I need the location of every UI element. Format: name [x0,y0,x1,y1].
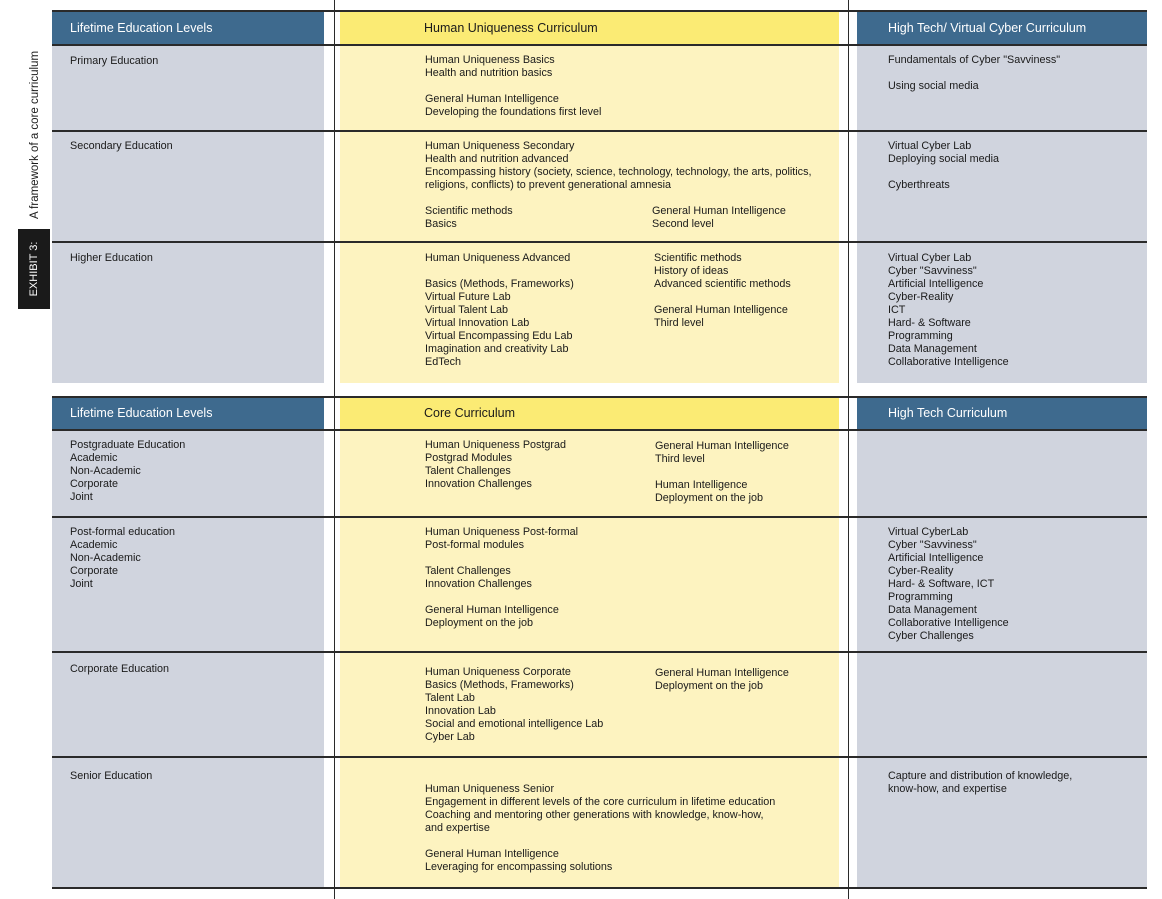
cell-line: Virtual Cyber Lab [888,140,972,152]
line-spacer [654,291,791,304]
cell-line: Hard- & Software [888,317,971,329]
cell-line: Virtual Future Lab [425,291,511,303]
cell-line: Hard- & Software, ICT [888,578,995,590]
cell-line: Postgrad Modules [425,452,513,464]
cell-line: Corporate [70,478,119,490]
t1-r3-tech [888,252,1009,369]
cell-line: Collaborative Intelligence [888,356,1009,368]
cell-line: Innovation Challenges [425,578,532,590]
cell-line: Human Uniqueness Secondary [425,140,575,152]
cell-line: Non-Academic [70,552,141,564]
cell-line: Post-formal education [70,526,176,538]
cell-line: Scientific methods [425,205,513,217]
t1-r3-level [70,252,153,265]
cell-line: Deployment on the job [655,492,764,504]
line-spacer [425,591,578,604]
line-spacer [425,552,578,565]
cell-line: Senior Education [70,770,153,782]
cell-line: EdTech [425,356,462,368]
t1-header-levels [52,12,324,44]
cell-line: Health and nutrition advanced [425,153,569,165]
cell-line: Cyber "Savviness" [888,539,977,551]
t1-header-tech-label: High Tech/ Virtual Cyber Curriculum [888,21,1087,35]
cell-line: Post-formal modules [425,539,525,551]
cell-line: Cyber Challenges [888,630,974,642]
t2-header-tech-label: High Tech Curriculum [888,406,1008,420]
cell-line: Innovation Challenges [425,478,532,490]
cell-line: Second level [652,218,714,230]
cell-line: religions, conflicts) to prevent generational amnesia [425,179,672,191]
cell-line: Talent Challenges [425,565,511,577]
cell-line: Cyber Lab [425,731,475,743]
t2-r2-core-a [425,526,578,630]
t2-r1-level [70,439,185,504]
cell-line: Cyberthreats [888,179,950,191]
cell-line: General Human Intelligence [655,440,789,452]
cell-line: Deploying social media [888,153,1000,165]
line-spacer [655,466,789,479]
cell-line: Cyber-Reality [888,291,954,303]
cell-line: Secondary Education [70,140,173,152]
t1-header-levels-label: Lifetime Education Levels [70,21,213,35]
cell-line: Developing the foundations first level [425,106,602,118]
cell-line: Primary Education [70,55,159,67]
cell-line: Social and emotional intelligence Lab [425,718,604,730]
cell-line: General Human Intelligence [654,304,788,316]
cell-line: Data Management [888,604,977,616]
cell-line: Deployment on the job [425,617,534,629]
cell-line: Innovation Lab [425,705,496,717]
cell-line: Imagination and creativity Lab [425,343,569,355]
t2-header-levels [52,397,324,429]
t1-r1-tech [888,54,1060,93]
cell-line: Virtual Innovation Lab [425,317,530,329]
cell-line: Cyber-Reality [888,565,954,577]
cell-line: Academic [70,539,118,551]
t1-levels-column-bg [52,44,324,383]
cell-line: Fundamentals of Cyber "Savviness" [888,54,1061,66]
cell-line: Human Intelligence [655,479,748,491]
t1-rule-row2 [52,241,1147,243]
cell-line: Basics (Methods, Frameworks) [425,278,574,290]
cell-line: Health and nutrition basics [425,67,553,79]
cell-line: General Human Intelligence [655,667,789,679]
cell-line: Corporate Education [70,663,170,675]
cell-line: Virtual Cyber Lab [888,252,972,264]
cell-line: General Human Intelligence [425,604,559,616]
cell-line: Engagement in different levels of the core curriculum in lifetime education [425,796,776,808]
cell-line: Third level [655,453,705,465]
cell-line: Human Uniqueness Senior [425,783,555,795]
cell-line: Human Uniqueness Advanced [425,252,571,264]
t2-rule-header [52,429,1147,431]
t2-r3-core-a [425,666,603,744]
cell-line: Leveraging for encompassing solutions [425,861,613,873]
cell-line: Scientific methods [654,252,742,264]
exhibit-title: A framework of a core curriculum [29,50,41,220]
t2-rule-row3 [52,756,1147,758]
t1-header-core-label: Human Uniqueness Curriculum [424,21,598,35]
cell-line: Artificial Intelligence [888,278,984,290]
cell-line: Virtual Encompassing Edu Lab [425,330,573,342]
cell-line: Postgraduate Education [70,439,186,451]
cell-line: Programming [888,591,953,603]
t2-r2-level [70,526,175,591]
cell-line: General Human Intelligence [425,848,559,860]
cell-line: Human Uniqueness Corporate [425,666,571,678]
line-spacer [888,67,1060,80]
t2-r3-core-b [655,667,789,693]
t1-r3-core-b [654,252,791,330]
cell-line: Advanced scientific methods [654,278,791,290]
t1-r3-core-a [425,252,574,369]
t2-r4-tech [888,770,1072,796]
cell-line: General Human Intelligence [652,205,786,217]
cell-line: Human Uniqueness Postgrad [425,439,567,451]
t2-header-levels-label: Lifetime Education Levels [70,406,213,420]
t2-rule-row2 [52,651,1147,653]
line-spacer [425,835,775,848]
cell-line: Artificial Intelligence [888,552,984,564]
t1-r2-core-b [652,205,786,231]
cell-line: Collaborative Intelligence [888,617,1009,629]
t2-tech-column-bg [857,430,1147,887]
cell-line: Academic [70,452,118,464]
t2-header-tech [857,397,1147,429]
t2-r1-core-a [425,439,566,491]
cell-line: Data Management [888,343,977,355]
vertical-rule-left [334,0,335,899]
cell-line: Third level [654,317,704,329]
t1-rule-top [52,10,1147,12]
t2-header-core [340,397,839,429]
cell-line: Capture and distribution of knowledge, [888,770,1073,782]
cell-line: Corporate [70,565,119,577]
t2-r1-core-b [655,440,789,505]
line-spacer [425,80,601,93]
exhibit-label: EXHIBIT 3: [28,241,40,297]
cell-line: know-how, and expertise [888,783,1007,795]
cell-line: Using social media [888,80,979,92]
cell-line: Cyber "Savviness" [888,265,977,277]
cell-line: Higher Education [70,252,153,264]
cell-line: Virtual Talent Lab [425,304,509,316]
cell-line: Deployment on the job [655,680,764,692]
cell-line: Joint [70,491,93,503]
t2-rule-top [52,396,1147,398]
cell-line: Human Uniqueness Post-formal [425,526,579,538]
cell-line: Talent Challenges [425,465,511,477]
t1-header-tech [857,12,1147,44]
cell-line: History of ideas [654,265,729,277]
cell-line: Programming [888,330,953,342]
t2-rule-row1 [52,516,1147,518]
t1-r2-level [70,140,173,153]
t1-rule-row1 [52,130,1147,132]
t2-r2-tech [888,526,1009,643]
cell-line: Encompassing history (society, science, technology, technology, the arts, politics, [425,166,812,178]
cell-line: Non-Academic [70,465,141,477]
cell-line: and expertise [425,822,490,834]
t2-header-core-label: Core Curriculum [424,406,515,420]
cell-line: Virtual CyberLab [888,526,969,538]
t2-r4-core-a [425,783,775,874]
cell-line: Human Uniqueness Basics [425,54,555,66]
cell-line: Talent Lab [425,692,475,704]
line-spacer [425,192,811,205]
t2-r3-level [70,663,169,676]
cell-line: Basics [425,218,457,230]
vertical-rule-right [848,0,849,899]
t1-r1-level [70,55,158,68]
exhibit-badge [18,229,50,309]
cell-line: ICT [888,304,906,316]
cell-line: Coaching and mentoring other generations with knowledge, know-how, [425,809,764,821]
cell-line: Joint [70,578,93,590]
t1-header-core [340,12,839,44]
cell-line: General Human Intelligence [425,93,559,105]
t2-r4-level [70,770,152,783]
t2-rule-bottom [52,887,1147,889]
line-spacer [888,166,999,179]
t1-r2-tech [888,140,999,192]
t1-r1-core-a [425,54,601,119]
line-spacer [425,265,574,278]
cell-line: Basics (Methods, Frameworks) [425,679,574,691]
t1-rule-header [52,44,1147,46]
